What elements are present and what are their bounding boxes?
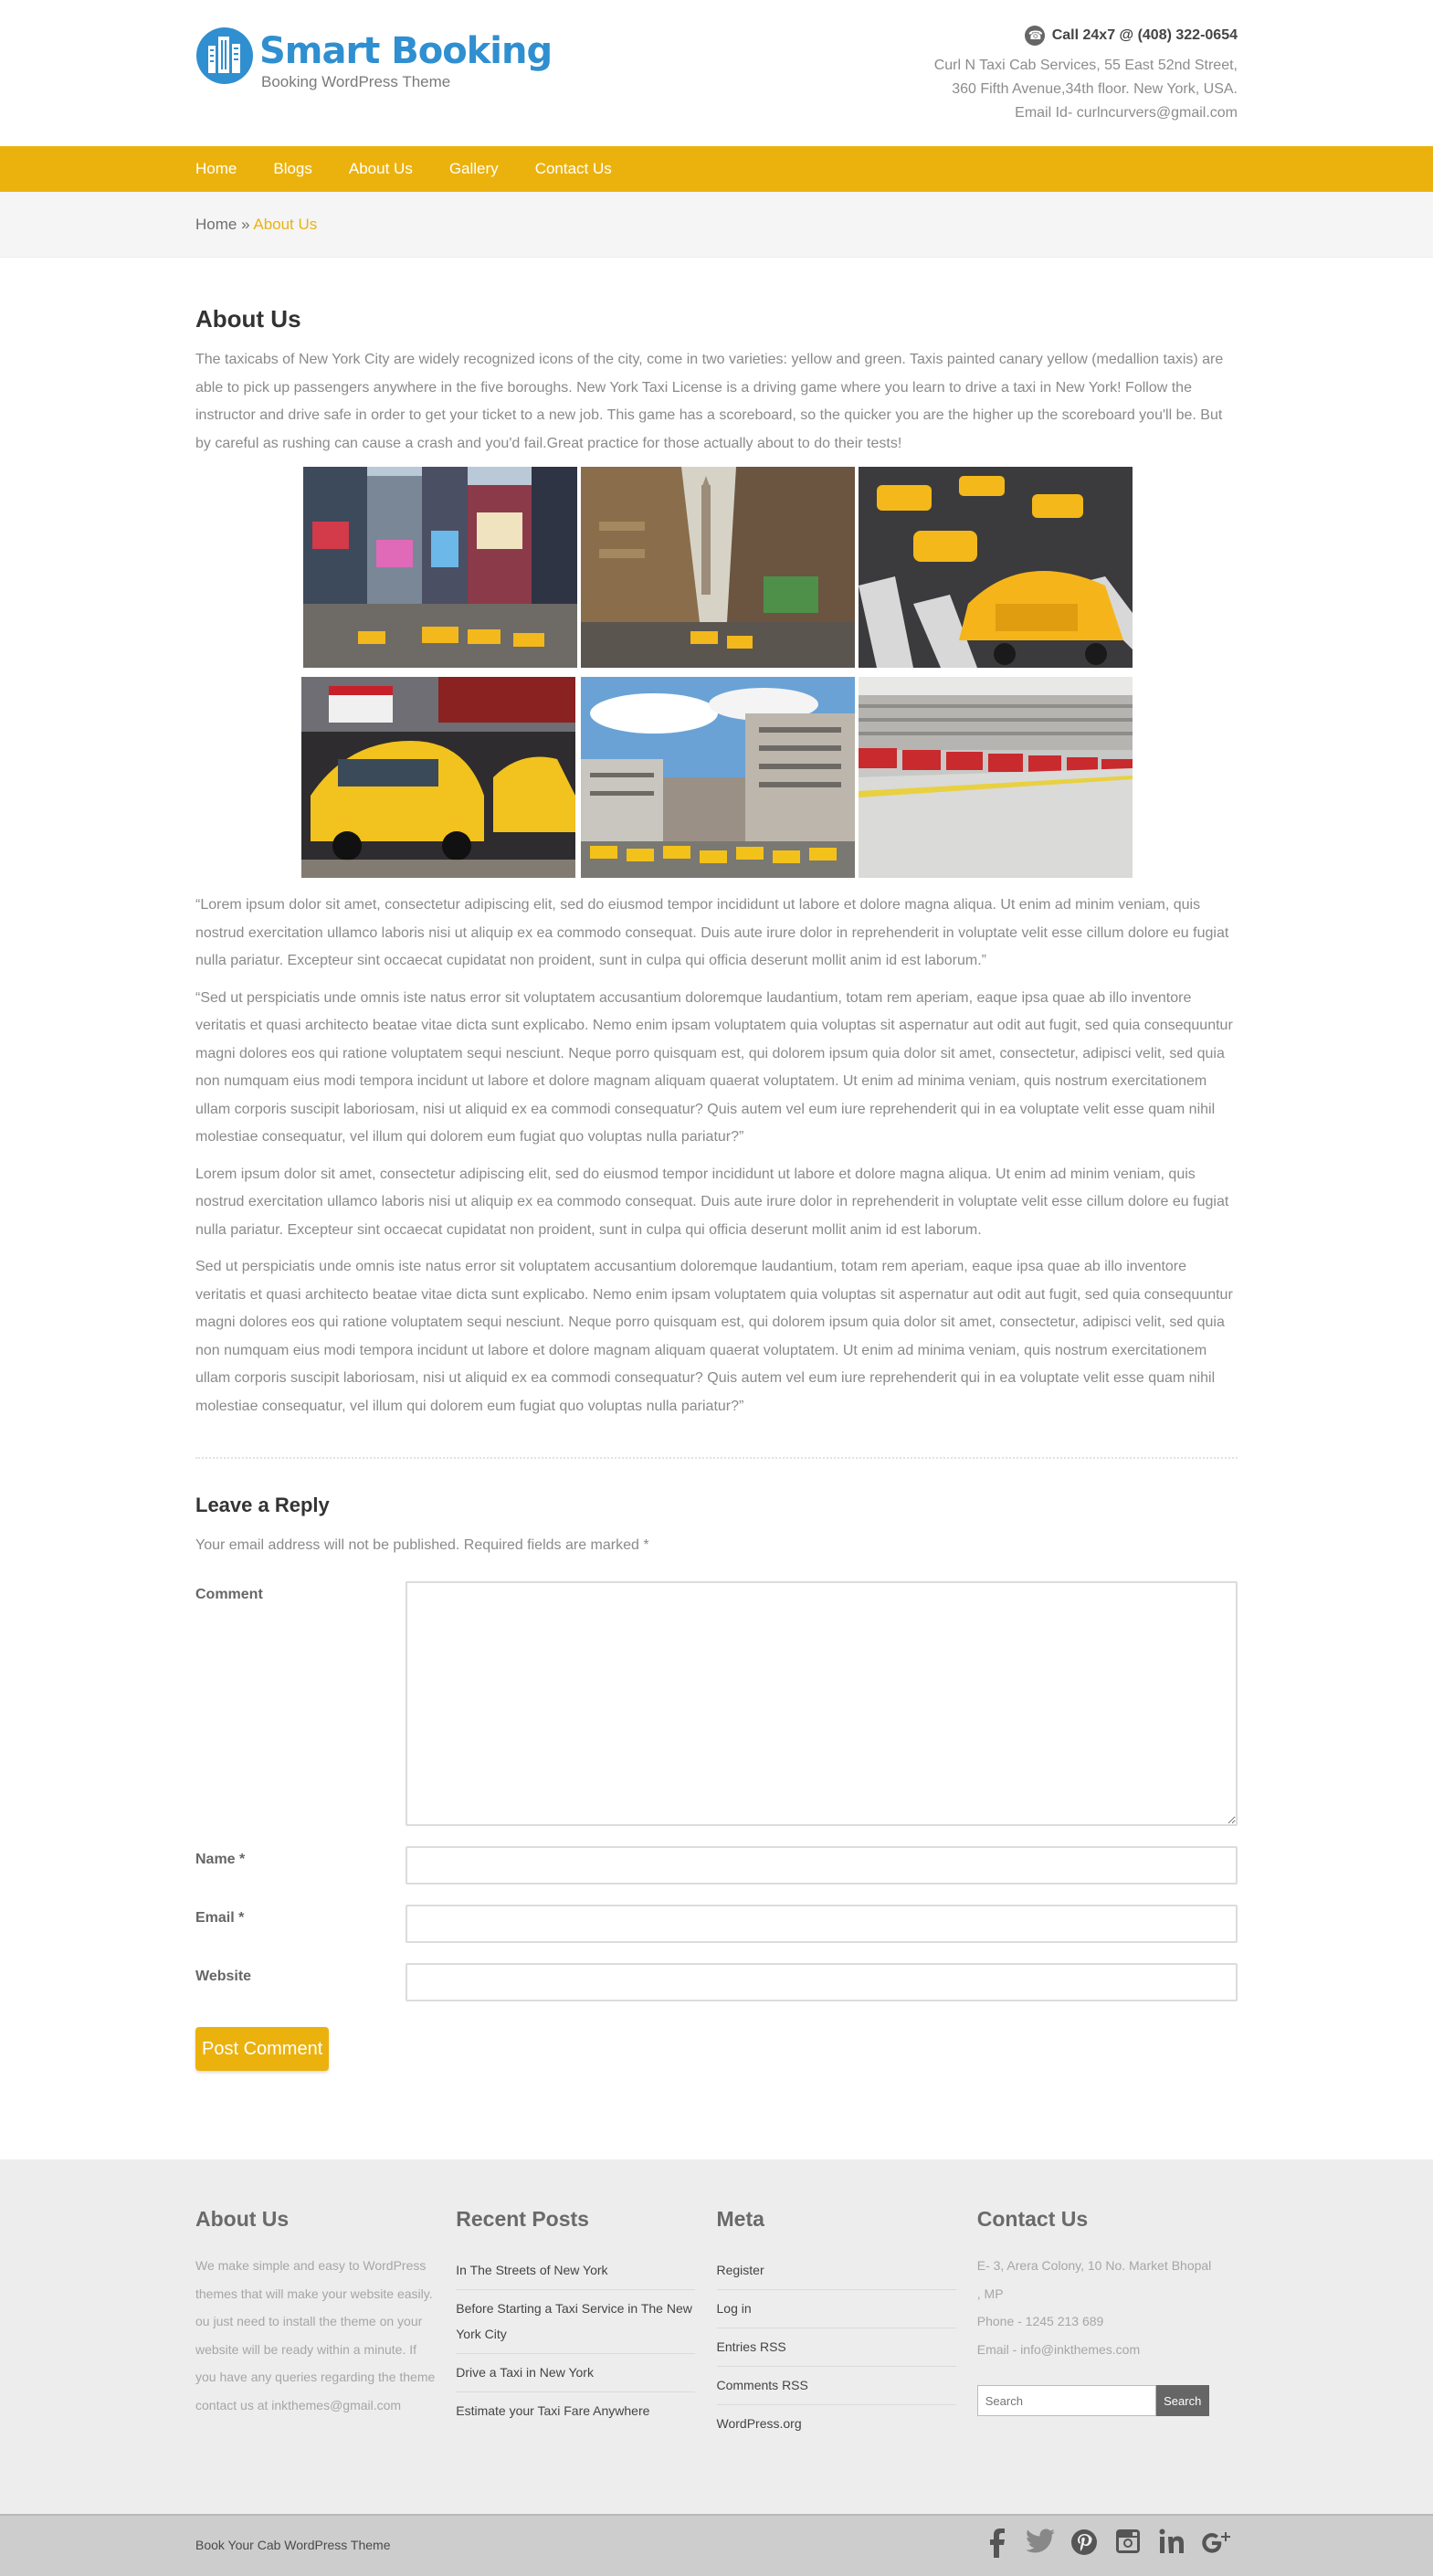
page-title: About Us: [195, 305, 301, 333]
footer-search: [977, 2385, 1238, 2416]
name-row: [195, 1846, 1238, 1884]
nav-item-home[interactable]: Home: [195, 160, 237, 177]
comment-label: Comment: [195, 1587, 263, 1602]
header-email: Email Id- curlncurvers@gmail.com: [1015, 105, 1238, 121]
footer-about-text: We make simple and easy to WordPress themes that will make your website easily. ou just need to install the theme on your website will be ready within a minute. If you have any queries regarding the theme contact us at inkthemes@gmail.com: [195, 2258, 436, 2412]
intro-paragraph: The taxicabs of New York City are widely recognized icons of the city, come in two varieties: yellow and green. Taxis painted canary yellow (medallion taxis) are able to pick up passengers anywhere in the five boroughs. New York Taxi License is a driving game where you learn to drive a taxi in New York! Follow the instructor and drive safe in order to get your ticket to a new job. This game has a scoreboard, so the quicker you are the higher up the scoreboard you'll be. But by careful as rushing can cause a crash and you'd fail.Great practice for those actually about to do their tests!: [195, 352, 1224, 451]
reply-note: Your email address will not be published. Required fields are marked *: [195, 1537, 649, 1553]
nav-item-contact-us[interactable]: Contact Us: [534, 160, 612, 177]
website-label: Website: [195, 1969, 252, 1984]
website-row: [195, 1963, 1238, 2001]
content-paragraph-2: “Sed ut perspiciatis unde omnis iste natus error sit voluptatem accusantium doloremque laudantium, totam rem aperiam, eaque ipsa quae ab illo inventore veritatis et quasi architecto beatae vitae dicta sunt explicabo. Nemo enim ipsam voluptatem quia voluptas sit aspernatur aut odit aut fugit, sed quia consequuntur magni dolores eos qui ratione voluptatem sequi nesciunt. Neque porro quisquam est, qui dolorem ipsum quia dolor sit amet, consectetur, adipisci velit, sed quia non numquam eius modi tempora incidunt ut labore et dolore magnam aliquam quaerat voluptatem. Ut enim ad minima veniam, quis nostrum exercitationem ullam corporis suscipit laboriosam, nisi ut aliquid ex ea commodi consequatur? Quis autem vel eum iure reprehenderit qui in ea voluptate velit esse quam nihil molestiae consequatur, vel illum qui dolorem eum fugiat quo voluptas nulla pariatur?”: [195, 989, 1233, 1145]
reply-title: Leave a Reply: [195, 1494, 330, 1516]
site-logo[interactable]: [195, 26, 553, 90]
meta-link-wordpress[interactable]: WordPress.org: [716, 2416, 802, 2431]
footer-about-title: About Us: [195, 2207, 290, 2231]
call-line: [1025, 24, 1238, 48]
header-contact: [934, 24, 1238, 125]
comment-form: [195, 1581, 1238, 2071]
meta-links-list: [717, 2252, 956, 2443]
nav-item-about-us[interactable]: About Us: [348, 160, 413, 177]
gallery-photo-times-square[interactable]: [303, 467, 577, 668]
address-line-2: 360 Fifth Avenue,34th floor. New York, USA.: [952, 81, 1238, 97]
breadcrumb-current: About Us: [253, 216, 318, 233]
call-text: Call 24x7 @ (408) 322-0654: [1051, 27, 1238, 43]
gallery-photo-yellow-cabs-crosswalk[interactable]: [859, 467, 1133, 668]
breadcrumb: [0, 192, 1433, 258]
footer-recent-posts: [456, 2207, 716, 2443]
gallery-photo-city-street[interactable]: [581, 467, 855, 668]
footer-contact-details: [977, 2252, 1217, 2363]
bottom-bar: [0, 2514, 1433, 2576]
nav-item-blogs[interactable]: Blogs: [273, 160, 312, 177]
gallery-photo-taxi-wet-street[interactable]: [301, 677, 575, 878]
website-field[interactable]: [406, 1963, 1238, 2001]
meta-link-comments-rss[interactable]: Comments RSS: [717, 2367, 956, 2405]
name-label: Name *: [195, 1852, 246, 1867]
instagram-icon[interactable]: [1113, 2528, 1143, 2561]
post-comment-button[interactable]: Post Comment: [195, 2027, 329, 2071]
breadcrumb-home[interactable]: Home: [195, 216, 237, 233]
comment-row: [195, 1581, 1238, 1826]
footer-contact-address: E- 3, Arera Colony, 10 No. Market Bhopal , MP: [976, 2258, 1212, 2301]
main-content: [0, 258, 1433, 2071]
content-paragraph-4: Sed ut perspiciatis unde omnis iste natus error sit voluptatem accusantium doloremque laudantium, totam rem aperiam, eaque ipsa quae ab illo inventore veritatis et quasi architecto beatae vitae dicta sunt explicabo. Nemo enim ipsam voluptatem quia voluptas sit aspernatur aut odit aut fugit, sed quia consequuntur magni dolores eos qui ratione voluptatem sequi nesciunt. Neque porro quisquam est, qui dolorem ipsum quia dolor sit amet, consectetur, adipisci velit, sed quia non numquam eius modi tempora incidunt ut labore et dolore magnam aliquam quaerat voluptatem. Ut enim ad minima veniam, quis nostrum exercitationem ullam corporis suscipit laboriosam, nisi ut aliquid ex ea commodi consequatur? Quis autem vel eum iure reprehenderit qui in ea voluptate velit esse quam nihil molestiae consequatur, vel illum qui dolorem eum fugiat quo voluptas nulla pariatur?”: [195, 1259, 1233, 1414]
content-paragraph-3: Lorem ipsum dolor sit amet, consectetur adipiscing elit, sed do eiusmod tempor incididunt ut labore et dolore magna aliqua. Ut enim ad minim veniam, quis nostrud exercitation ullamco laboris nisi ut aliquip ex ea commodo consequat. Duis aute irure dolor in reprehenderit in voluptate velit esse cillum dolore eu fugiat nulla pariatur. Excepteur sint occaecat cupidatat non proident, sunt in culpa qui officia deserunt mollit anim id est laborum.: [195, 1166, 1229, 1238]
name-field[interactable]: [406, 1846, 1238, 1884]
google-plus-icon[interactable]: [1201, 2528, 1230, 2561]
comment-textarea[interactable]: [406, 1581, 1238, 1826]
footer-contact-phone: Phone - 1245 213 689: [976, 2314, 1104, 2328]
building-logo-icon: [195, 26, 254, 86]
recent-post-link[interactable]: Drive a Taxi in New York: [456, 2354, 695, 2392]
copyright-text: Book Your Cab WordPress Theme: [195, 2538, 391, 2552]
nav-item-gallery[interactable]: Gallery: [448, 160, 499, 177]
address-line-1: Curl N Taxi Cab Services, 55 East 52nd Street,: [933, 58, 1238, 73]
phone-icon: [1025, 26, 1045, 46]
footer-meta-title: Meta: [716, 2207, 764, 2231]
meta-link-login[interactable]: Log in: [717, 2290, 956, 2328]
footer-meta: [717, 2207, 977, 2443]
content-paragraph-1: “Lorem ipsum dolor sit amet, consectetur adipiscing elit, sed do eiusmod tempor incididunt ut labore et dolore magna aliqua. Ut enim ad minim veniam, quis nostrud exercitation ullamco laboris nisi ut aliquip ex ea commodo consequat. Duis aute irure dolor in reprehenderit in voluptate velit esse cillum dolore eu fugiat nulla pariatur. Excepteur sint occaecat cupidatat non proident, sunt in culpa qui officia deserunt mollit anim id est laborum.”: [195, 897, 1229, 968]
meta-link-register[interactable]: Register: [717, 2252, 956, 2290]
footer-recent-title: Recent Posts: [456, 2207, 589, 2231]
section-divider: [195, 1457, 1238, 1461]
pinterest-icon[interactable]: [1069, 2528, 1099, 2561]
meta-link-entries-rss[interactable]: Entries RSS: [717, 2328, 956, 2367]
photo-gallery: [301, 467, 1133, 882]
recent-post-link[interactable]: In The Streets of New York: [456, 2252, 695, 2290]
facebook-icon[interactable]: [982, 2528, 1011, 2561]
main-nav: [0, 146, 1433, 192]
recent-post-link[interactable]: Before Starting a Taxi Service in The New York City: [456, 2290, 695, 2354]
logo-subtitle: Booking WordPress Theme: [261, 73, 451, 90]
logo-title: Smart Booking: [259, 30, 553, 72]
email-label: Email *: [195, 1910, 245, 1926]
footer-about: [195, 2207, 456, 2443]
site-header: [0, 0, 1433, 146]
twitter-icon[interactable]: [1026, 2528, 1055, 2561]
breadcrumb-separator: »: [241, 216, 250, 233]
linkedin-icon[interactable]: [1157, 2528, 1186, 2561]
site-footer: [0, 2159, 1433, 2514]
recent-posts-list: [456, 2252, 695, 2430]
email-field[interactable]: [406, 1905, 1238, 1943]
gallery-photo-taxi-lot[interactable]: [581, 677, 855, 878]
recent-post-link[interactable]: Estimate your Taxi Fare Anywhere: [456, 2403, 650, 2418]
email-row: [195, 1905, 1238, 1943]
search-button[interactable]: Search: [1156, 2385, 1209, 2416]
social-links: [982, 2528, 1230, 2561]
search-input[interactable]: [977, 2385, 1156, 2416]
gallery-photo-red-taxis[interactable]: [859, 677, 1133, 878]
nav-menu: [195, 146, 1238, 192]
footer-contact-title: Contact Us: [976, 2207, 1089, 2231]
footer-contact: [977, 2207, 1238, 2443]
footer-contact-email: Email - info@inkthemes.com: [976, 2341, 1141, 2357]
